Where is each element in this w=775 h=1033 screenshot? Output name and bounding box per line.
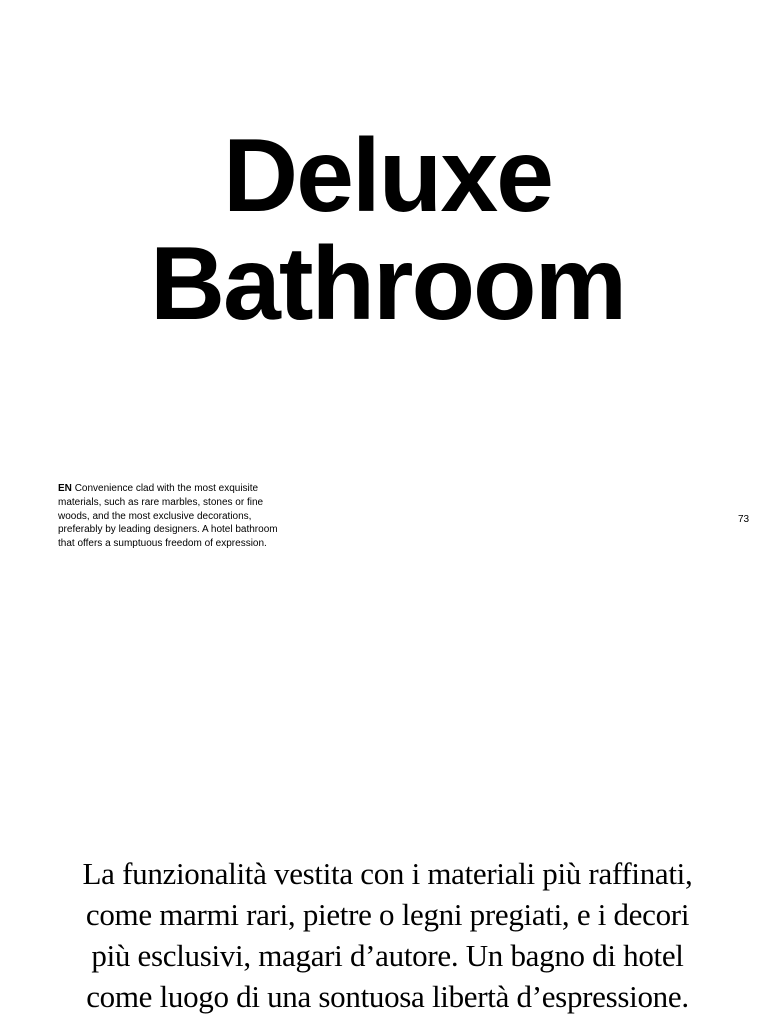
italian-line-1: La funzionalità vestita con i materiali più raffinati,: [82, 856, 693, 891]
page-number: 73: [738, 514, 750, 525]
italian-line-2: come marmi rari, pietre o legni pregiati, e i decori: [85, 897, 690, 932]
language-tag-en: EN: [58, 483, 72, 494]
italian-line-4: come luogo di una sontuosa libertà d’espressione.: [86, 979, 689, 1014]
italian-description: [0, 853, 775, 1017]
english-description: [58, 482, 290, 551]
english-description-text: Convenience clad with the most exquisite materials, such as rare marbles, stones or fine woods, and the most exclusive decorations, preferably by leading designers. A hotel bathroom that offers a sumptuous freedom of expression.: [58, 483, 278, 550]
page-title: [0, 117, 775, 342]
title-line-2: Bathroom: [149, 225, 626, 342]
italian-line-3: più esclusivi, magari d’autore. Un bagno di hotel: [91, 938, 684, 973]
title-line-1: Deluxe: [222, 117, 553, 234]
